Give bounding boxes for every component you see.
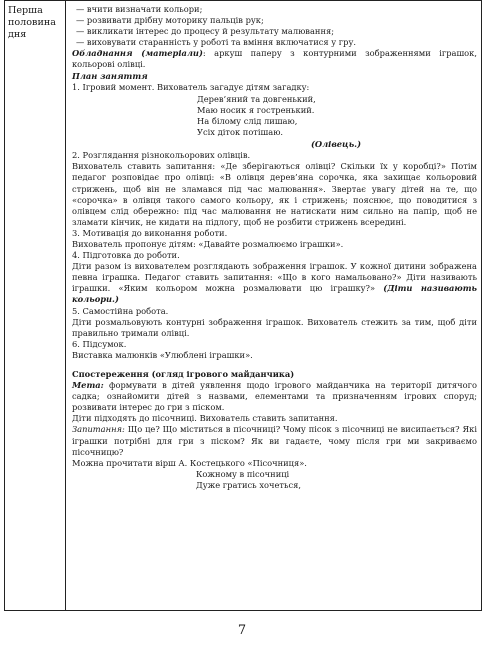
goal-item: — вчити визначати кольори; [76, 4, 203, 14]
equipment-text: : аркуш паперу з контурними зображеннями іграшок, кольорові олівці. [72, 48, 477, 70]
step-heading: 3. Мотивація до виконання роботи. [72, 227, 228, 238]
poem-intro: Можна прочитати вірш А. Костецького «Пісочниця». [72, 457, 307, 468]
goal-text: формувати в дітей уявлення щодо ігрового майданчика на території дитячого садка; ознайомити дітей з назвами, елементами та призначенням ігрових споруд; розвивати інтерес до гри з піском. [72, 380, 477, 413]
time-label-line: Перша [8, 5, 43, 16]
riddle-line: Маю носик я гостренький. [197, 104, 315, 115]
lesson-plan-table [4, 0, 482, 611]
observation-questions [72, 424, 477, 457]
riddle-line: На білому слід лишаю, [197, 115, 298, 126]
page-number: 7 [237, 623, 247, 638]
step4-text: Діти разом із вихователем розглядають зображення іграшок. У кожної дитини зображена певна іграшка. Педагог ставить запитання: «Що в кого намальовано?» Діти називають іграшки. «Яким кольором можна розмалювати цю іграшку?» [72, 261, 477, 294]
riddle-line: Усіх діток потішаю. [197, 127, 284, 138]
plan-title: План заняття [72, 70, 148, 81]
riddle [197, 94, 477, 138]
goal-item: — розвивати дрібну моторику пальців рук; [76, 15, 264, 26]
time-cell [5, 1, 66, 611]
equipment-paragraph [72, 48, 477, 70]
questions-text: Що це? Що міститься в пісочниці? Чому пісок з пісочниці не висипається? Які іграшки потрібні для гри з піском? Як ви гадаєте, чому після гри ми закриваємо пісочницю? [72, 424, 477, 457]
step-heading: 2. Розглядання різнокольорових олівців. [72, 150, 251, 161]
goal-item: — виховувати старанність у роботі та вміння включатися у гру. [76, 37, 356, 48]
poem [196, 469, 477, 491]
observation-goal [72, 380, 477, 413]
questions-label: Запитання: [72, 424, 125, 435]
observation-line: Діти підходять до пісочниці. Вихователь ставить запитання. [72, 413, 338, 424]
observation-title: Спостереження (огляд ігрового майданчика) [72, 369, 295, 379]
section-gap [72, 361, 477, 369]
poem-line: Кожному в пісочниці [196, 468, 290, 479]
step-text: Виставка малюнків «Улюблені іграшки». [72, 349, 253, 360]
goal-item: — викликати інтерес до процесу й результату малювання; [76, 26, 335, 37]
step-text [72, 261, 477, 305]
step-text: Вихователь пропонує дітям: «Давайте розмалюємо іграшки». [72, 238, 344, 249]
equipment-label: Обладнання (матеріали) [72, 48, 203, 59]
step4-note: (Діти називають кольори.) [72, 283, 477, 305]
step-heading: 4. Підготовка до роботи. [72, 250, 180, 261]
poem-line: Дуже гратись хочеться, [196, 479, 302, 490]
riddle-line: Дерев’яний та довгенький, [197, 93, 316, 104]
content-cell [66, 1, 482, 611]
step-text: Вихователь ставить запитання: «Де зберігаються олівці? Скільки їх у коробці?» Потім педагог розповідає про олівці: «В олівця дерев’яна сорочка, яка захищає кольоровий стрижень, щоб він не зламався під час малювання». Звертає увагу дітей на те, що «сорочка» в олівця такого самого кольору, як і стрижень; пояснює, що поводитися з олівцем слід обережно: під час малювання не натискати ним сильно на папір, щоб не зламати кінчик, не кидати на підлогу, щоб не розбити стрижень всередині. [72, 161, 477, 227]
step-heading: 6. Підсумок. [72, 338, 127, 349]
step-heading: 1. Ігровий момент. Вихователь загадує дітям загадку: [72, 81, 310, 92]
time-label-line: дня [8, 29, 27, 40]
step-heading: 5. Самостійна робота. [72, 305, 169, 316]
time-label-line: половина [8, 17, 56, 28]
goal-label: Мета: [72, 380, 104, 391]
riddle-answer: (Олівець.) [310, 139, 361, 150]
step-text: Діти розмальовують контурні зображення іграшок. Вихователь стежить за тим, щоб діти правильно тримали олівці. [72, 316, 477, 338]
